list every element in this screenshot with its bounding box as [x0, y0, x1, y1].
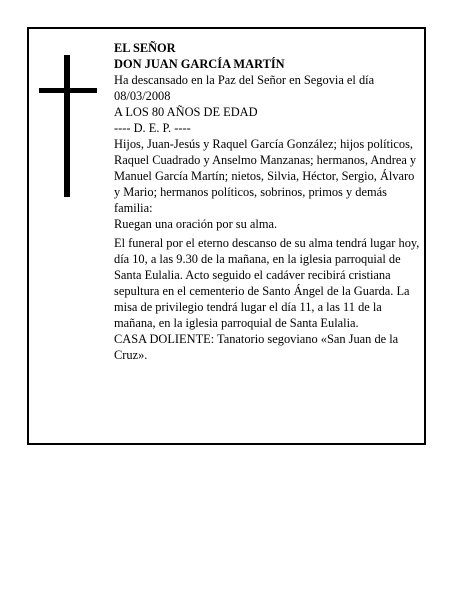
obituary-notice [27, 27, 426, 445]
cross-horizontal-bar [39, 88, 97, 93]
rip-line: ---- D. E. P. ---- [114, 121, 191, 135]
deceased-name: DON JUAN GARCÍA MARTÍN [114, 57, 285, 71]
cross-icon [39, 55, 97, 197]
family-list: Hijos, Juan-Jesús y Raquel García González; hijos políticos, Raquel Cuadrado y Anselmo Manzanas; hermanos, Andrea y Manuel García Martín; nietos, Silvia, Héctor, Sergio, Álvaro y Mario; hermanos políticos, sobrinos, primos y demás familia: [114, 137, 417, 215]
funeral-details: El funeral por el eterno descanso de su alma tendrá lugar hoy, día 10, a las 9.30 de la mañana, en la iglesia parroquial de Santa Eulalia. Acto seguido el cadáver recibirá cristiana sepultura en el cementerio de Santo Ángel de la Guarda. La misa de privilegio tendrá lugar el día 11, a las 11 de la mañana, en la iglesia parroquial de Santa Eulalia. [114, 236, 420, 330]
prayer-request: Ruegan una oración por su alma. [114, 217, 278, 231]
notice-text-block [114, 40, 421, 363]
cross-vertical-bar [64, 55, 70, 197]
notice-title: EL SEÑOR [114, 41, 176, 55]
death-statement: Ha descansado en la Paz del Señor en Segovia el día 08/03/2008 [114, 73, 375, 103]
mourning-house: CASA DOLIENTE: Tanatorio segoviano «San Juan de la Cruz». [114, 332, 399, 362]
age-statement: A LOS 80 AÑOS DE EDAD [114, 105, 258, 119]
